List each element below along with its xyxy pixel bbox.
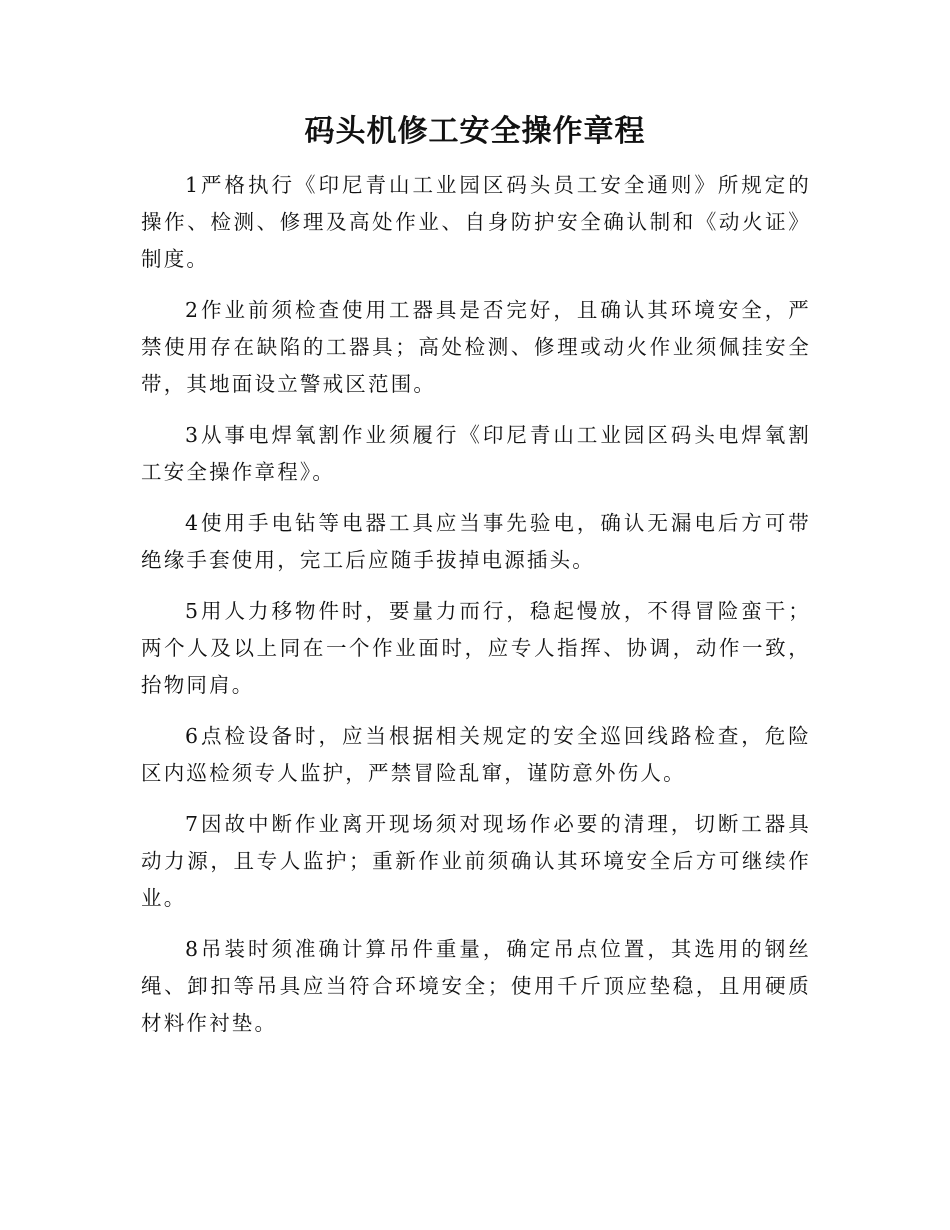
paragraph-6: 6点检设备时，应当根据相关规定的安全巡回线路检查，危险区内巡检须专人监护，严禁冒险乱窜，谨防意外伤人。	[141, 724, 811, 785]
paragraph-2: 2作业前须检查使用工器具是否完好，且确认其环境安全，严禁使用存在缺陷的工器具；高处检测、修理或动火作业须佩挂安全带，其地面设立警戒区范围。	[141, 298, 811, 396]
paragraph-1: 1严格执行《印尼青山工业园区码头员工安全通则》所规定的操作、检测、修理及高处作业、自身防护安全确认制和《动火证》制度。	[141, 173, 811, 271]
paragraph-5: 5用人力移物件时，要量力而行，稳起慢放，不得冒险蛮干；两个人及以上同在一个作业面时，应专人指挥、协调，动作一致，抬物同肩。	[141, 599, 811, 697]
document-title: 码头机修工安全操作章程	[304, 114, 646, 149]
document-body	[141, 167, 811, 1056]
paragraph-4: 4使用手电钻等电器工具应当事先验电，确认无漏电后方可带绝缘手套使用，完工后应随手拔掉电源插头。	[141, 511, 811, 572]
paragraph-7: 7因故中断作业离开现场须对现场作必要的清理，切断工器具动力源，且专人监护；重新作业前须确认其环境安全后方可继续作业。	[141, 812, 811, 910]
paragraph-3: 3从事电焊氧割作业须履行《印尼青山工业园区码头电焊氧割工安全操作章程》。	[141, 423, 811, 484]
paragraph-8: 8吊装时须准确计算吊件重量，确定吊点位置，其选用的钢丝绳、卸扣等吊具应当符合环境安全；使用千斤顶应垫稳，且用硬质材料作衬垫。	[141, 937, 811, 1035]
